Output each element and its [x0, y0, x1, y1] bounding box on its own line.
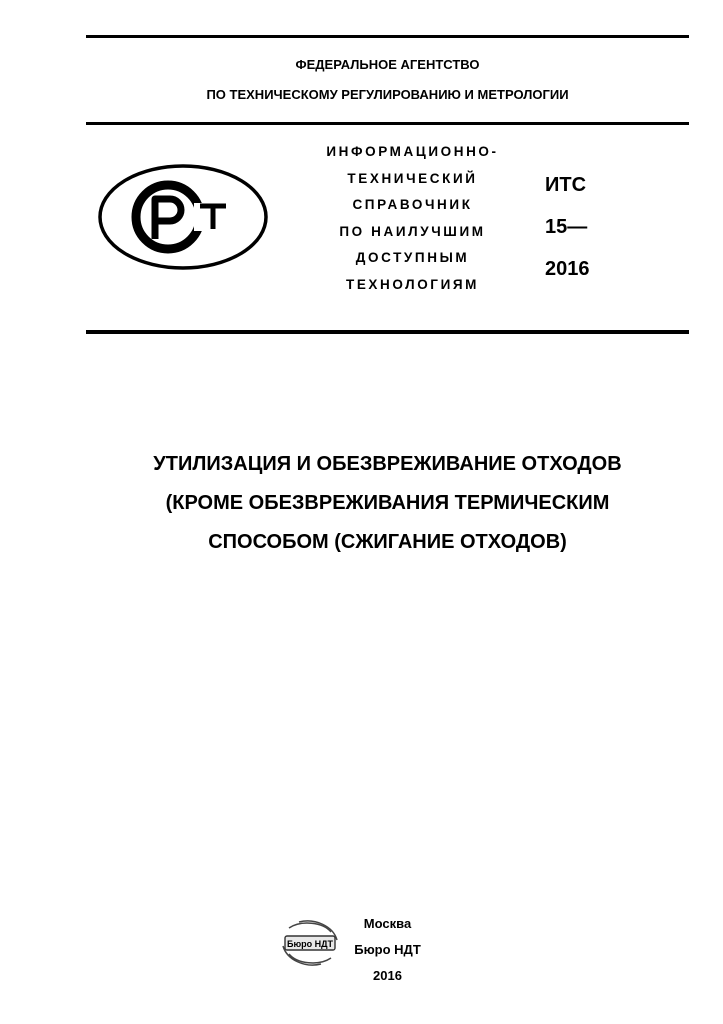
handbook-name-line: СПРАВОЧНИК — [352, 197, 473, 213]
ndt-bureau-emblem-icon — [279, 918, 341, 968]
rst-emblem-icon — [97, 163, 269, 271]
handbook-code-line: 2016 — [545, 258, 590, 280]
handbook-name-line: ТЕХНИЧЕСКИЙ — [347, 170, 478, 186]
title-line: УТИЛИЗАЦИЯ И ОБЕЗВРЕЖИВАНИЕ ОТХОДОВ — [153, 453, 622, 475]
publisher-logo-text: Бюро НДТ — [286, 939, 334, 949]
handbook-code-line: 15— — [545, 216, 588, 238]
handbook-name-line: ТЕХНОЛОГИЯМ — [345, 276, 480, 292]
handbook-name — [285, 139, 540, 299]
agency-line-2: ПО ТЕХНИЧЕСКОМУ РЕГУЛИРОВАНИЮ И МЕТРОЛОГИИ — [206, 87, 569, 102]
handbook-name-line: ДОСТУПНЫМ — [355, 250, 470, 266]
title-line: (КРОМЕ ОБЕЗВРЕЖИВАНИЯ ТЕРМИЧЕСКИМ — [165, 492, 610, 514]
imprint — [340, 911, 435, 989]
lower-rule — [86, 330, 689, 334]
handbook-name-line: ПО НАИЛУЧШИМ — [339, 223, 486, 239]
handbook-code — [545, 164, 590, 290]
title-line: СПОСОБОМ (СЖИГАНИЕ ОТХОДОВ) — [208, 531, 567, 553]
handbook-name-line: ИНФОРМАЦИОННО- — [326, 144, 499, 159]
agency-line-1: ФЕДЕРАЛЬНОЕ АГЕНТСТВО — [295, 57, 480, 72]
top-rule — [86, 35, 689, 38]
imprint-publisher: Бюро НДТ — [354, 942, 421, 957]
upper-rule — [86, 122, 689, 125]
handbook-code-line: ИТС — [545, 174, 587, 196]
imprint-year: 2016 — [373, 968, 402, 983]
agency-header — [86, 50, 689, 110]
document-title — [60, 445, 715, 562]
imprint-city: Москва — [363, 916, 412, 931]
